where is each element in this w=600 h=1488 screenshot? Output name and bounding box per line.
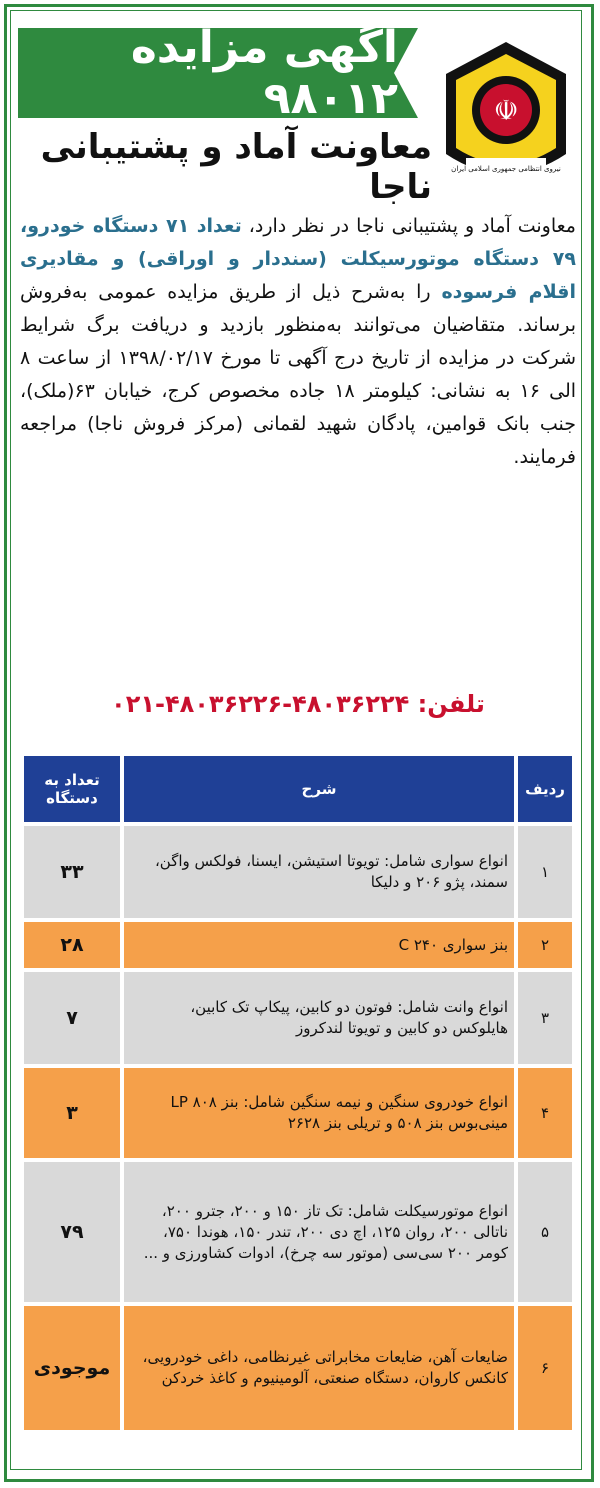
phone-number: تلفن: ۴۸۰۳۶۲۲۴-۴۸۰۳۶۲۲۶-۰۲۱ xyxy=(111,690,485,718)
body-intro: معاونت آماد و پشتیبانی ناجا در نظر دارد، xyxy=(241,215,576,237)
body-highlight: تعداد ۷۱ دستگاه خودرو، ۷۹ دستگاه موتورسیکلت (سنددار و اوراقی) و مقادیری اقلام فرسوده xyxy=(20,215,576,303)
header-description: شرح xyxy=(124,756,514,822)
ad-title: آگهی مزایده ۹۸۰۱۲ xyxy=(130,22,398,124)
header-count: تعداد به دستگاه xyxy=(24,756,120,822)
row-number: ۵ xyxy=(518,1162,572,1302)
ad-body xyxy=(20,210,576,474)
row-number: ۶ xyxy=(518,1306,572,1430)
row-description: بنز سواری C ۲۴۰ xyxy=(124,922,514,968)
table-row xyxy=(24,1306,572,1430)
header-row-number: ردیف xyxy=(518,756,572,822)
table-row xyxy=(24,972,572,1064)
row-count: ۲۸ xyxy=(24,922,120,968)
row-count: ۷۹ xyxy=(24,1162,120,1302)
table-row xyxy=(24,922,572,968)
body-rest: را به‌شرح ذیل از طریق مزایده عمومی به‌فروش برساند. متقاضیان می‌توانند به‌منظور بازدید و دریافت برگ شرایط شرکت در مزایده از تاریخ درج آگهی تا مورخ ۱۳۹۸/۰۲/۱۷ از ساعت ۸ الی ۱۶ به نشانی: کیلومتر ۱۸ جاده مخصوص کرج، خیابان ۶۳(ملک)، جنب بانک قوامین، پادگان شهید لقمانی (مرکز فروش ناجا) مراجعه فرمایند. xyxy=(20,281,577,468)
row-count: ۷ xyxy=(24,972,120,1064)
svg-text:☫: ☫ xyxy=(493,94,519,127)
police-emblem-icon xyxy=(436,34,576,196)
row-description: انواع موتورسیکلت شامل: تک تاز ۱۵۰ و ۲۰۰، جترو ۲۰۰، ناتالی ۲۰۰، روان ۱۲۵، اچ دی ۲۰۰، تندر ۱۵۰، هوندا ۷۵۰، کومر ۲۰۰ سی‌سی (موتور سه چرخ)، ادوات کشاورزی و ... xyxy=(124,1162,514,1302)
page-subtitle: معاونت آماد و پشتیبانی ناجا xyxy=(40,127,432,207)
row-description: انواع سواری شامل: تویوتا استیشن، ایسنا، فولکس واگن، سمند، پژو ۲۰۶ و دلیکا xyxy=(124,826,514,918)
row-number: ۱ xyxy=(518,826,572,918)
row-description: انواع وانت شامل: فوتون دو کابین، پیکاپ تک کابین، هایلوکس دو کابین و تویوتا لندکروز xyxy=(124,972,514,1064)
row-number: ۳ xyxy=(518,972,572,1064)
table-header-row xyxy=(24,756,572,822)
row-count: ۳۳ xyxy=(24,826,120,918)
row-description: انواع خودروی سنگین و نیمه سنگین شامل: بنز LP ۸۰۸ مینی‌بوس بنز ۵۰۸ و تریلی بنز ۲۶۲۸ xyxy=(124,1068,514,1158)
row-number: ۲ xyxy=(518,922,572,968)
table-row xyxy=(24,1162,572,1302)
table-row xyxy=(24,826,572,918)
row-description: ضایعات آهن، ضایعات مخابراتی غیرنظامی، داغی خودرویی، کانکس کاروان، دستگاه صنعتی، آلومینیوم و کاغذ خردکن xyxy=(124,1306,514,1430)
row-count: موجودی xyxy=(24,1306,120,1430)
emblem-caption: نیروی انتظامی جمهوری اسلامی ایران xyxy=(451,165,561,173)
table-row xyxy=(24,1068,572,1158)
row-number: ۴ xyxy=(518,1068,572,1158)
items-table xyxy=(20,752,576,1434)
row-count: ۳ xyxy=(24,1068,120,1158)
